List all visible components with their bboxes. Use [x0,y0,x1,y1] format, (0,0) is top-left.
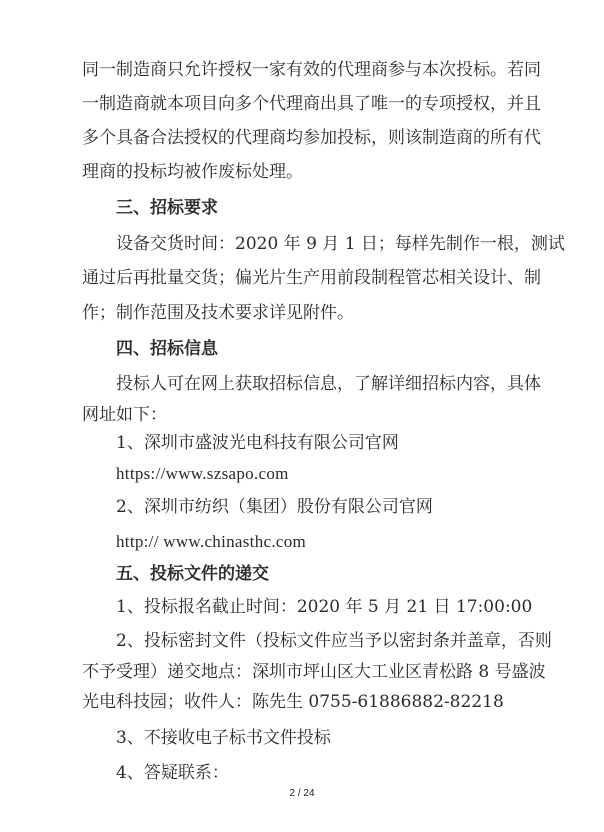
intro-line: 同一制造商只允许授权一家有效的代理商参与本次投标。若同 [82,60,541,80]
site-url-link[interactable]: https://www.szsapo.com [116,464,289,483]
requirements-line: 设备交货时间：2020 年 9 月 1 日；每样先制作一根，测试 [116,234,565,254]
submission-item: 1、投标报名截止时间：2020 年 5 月 21 日 17:00:00 [116,597,533,617]
info-line: 投标人可在网上获取招标信息，了解详细招标内容，具体 [116,374,541,394]
page-number: 2 / 24 [289,788,315,799]
submission-item: 不予受理）递交地点：深圳市坪山区大工业区青松路 8 号盛波 [82,662,546,682]
submission-item: 光电科技园；收件人：陈先生 0755-61886882-82218 [82,692,504,712]
submission-item: 4、答疑联系： [116,763,229,783]
submission-item: 2、投标密封文件（投标文件应当予以密封条并盖章，否则 [116,631,552,651]
requirements-line: 作；制作范围及技术要求详见附件。 [82,303,354,323]
section-heading-submission: 五、投标文件的递交 [116,564,269,584]
intro-line: 一制造商就本项目向多个代理商出具了唯一的专项授权，并且 [82,94,541,114]
intro-line: 理商的投标均被作废标处理。 [82,162,303,182]
info-line: 网址如下： [82,405,167,425]
section-heading-info: 四、招标信息 [116,339,218,359]
section-heading-requirements: 三、招标要求 [116,198,218,218]
requirements-line: 通过后再批量交货；偏光片生产用前段制程管芯相关设计、制 [82,268,541,288]
site-name: 2、深圳市纺织（集团）股份有限公司官网 [116,497,433,517]
site-name: 1、深圳市盛波光电科技有限公司官网 [116,433,399,453]
intro-line: 多个具备合法授权的代理商均参加投标，则该制造商的所有代 [82,128,541,148]
site-url-link[interactable]: http:// www.chinasthc.com [116,532,307,551]
submission-item: 3、不接收电子标书文件投标 [116,728,331,748]
